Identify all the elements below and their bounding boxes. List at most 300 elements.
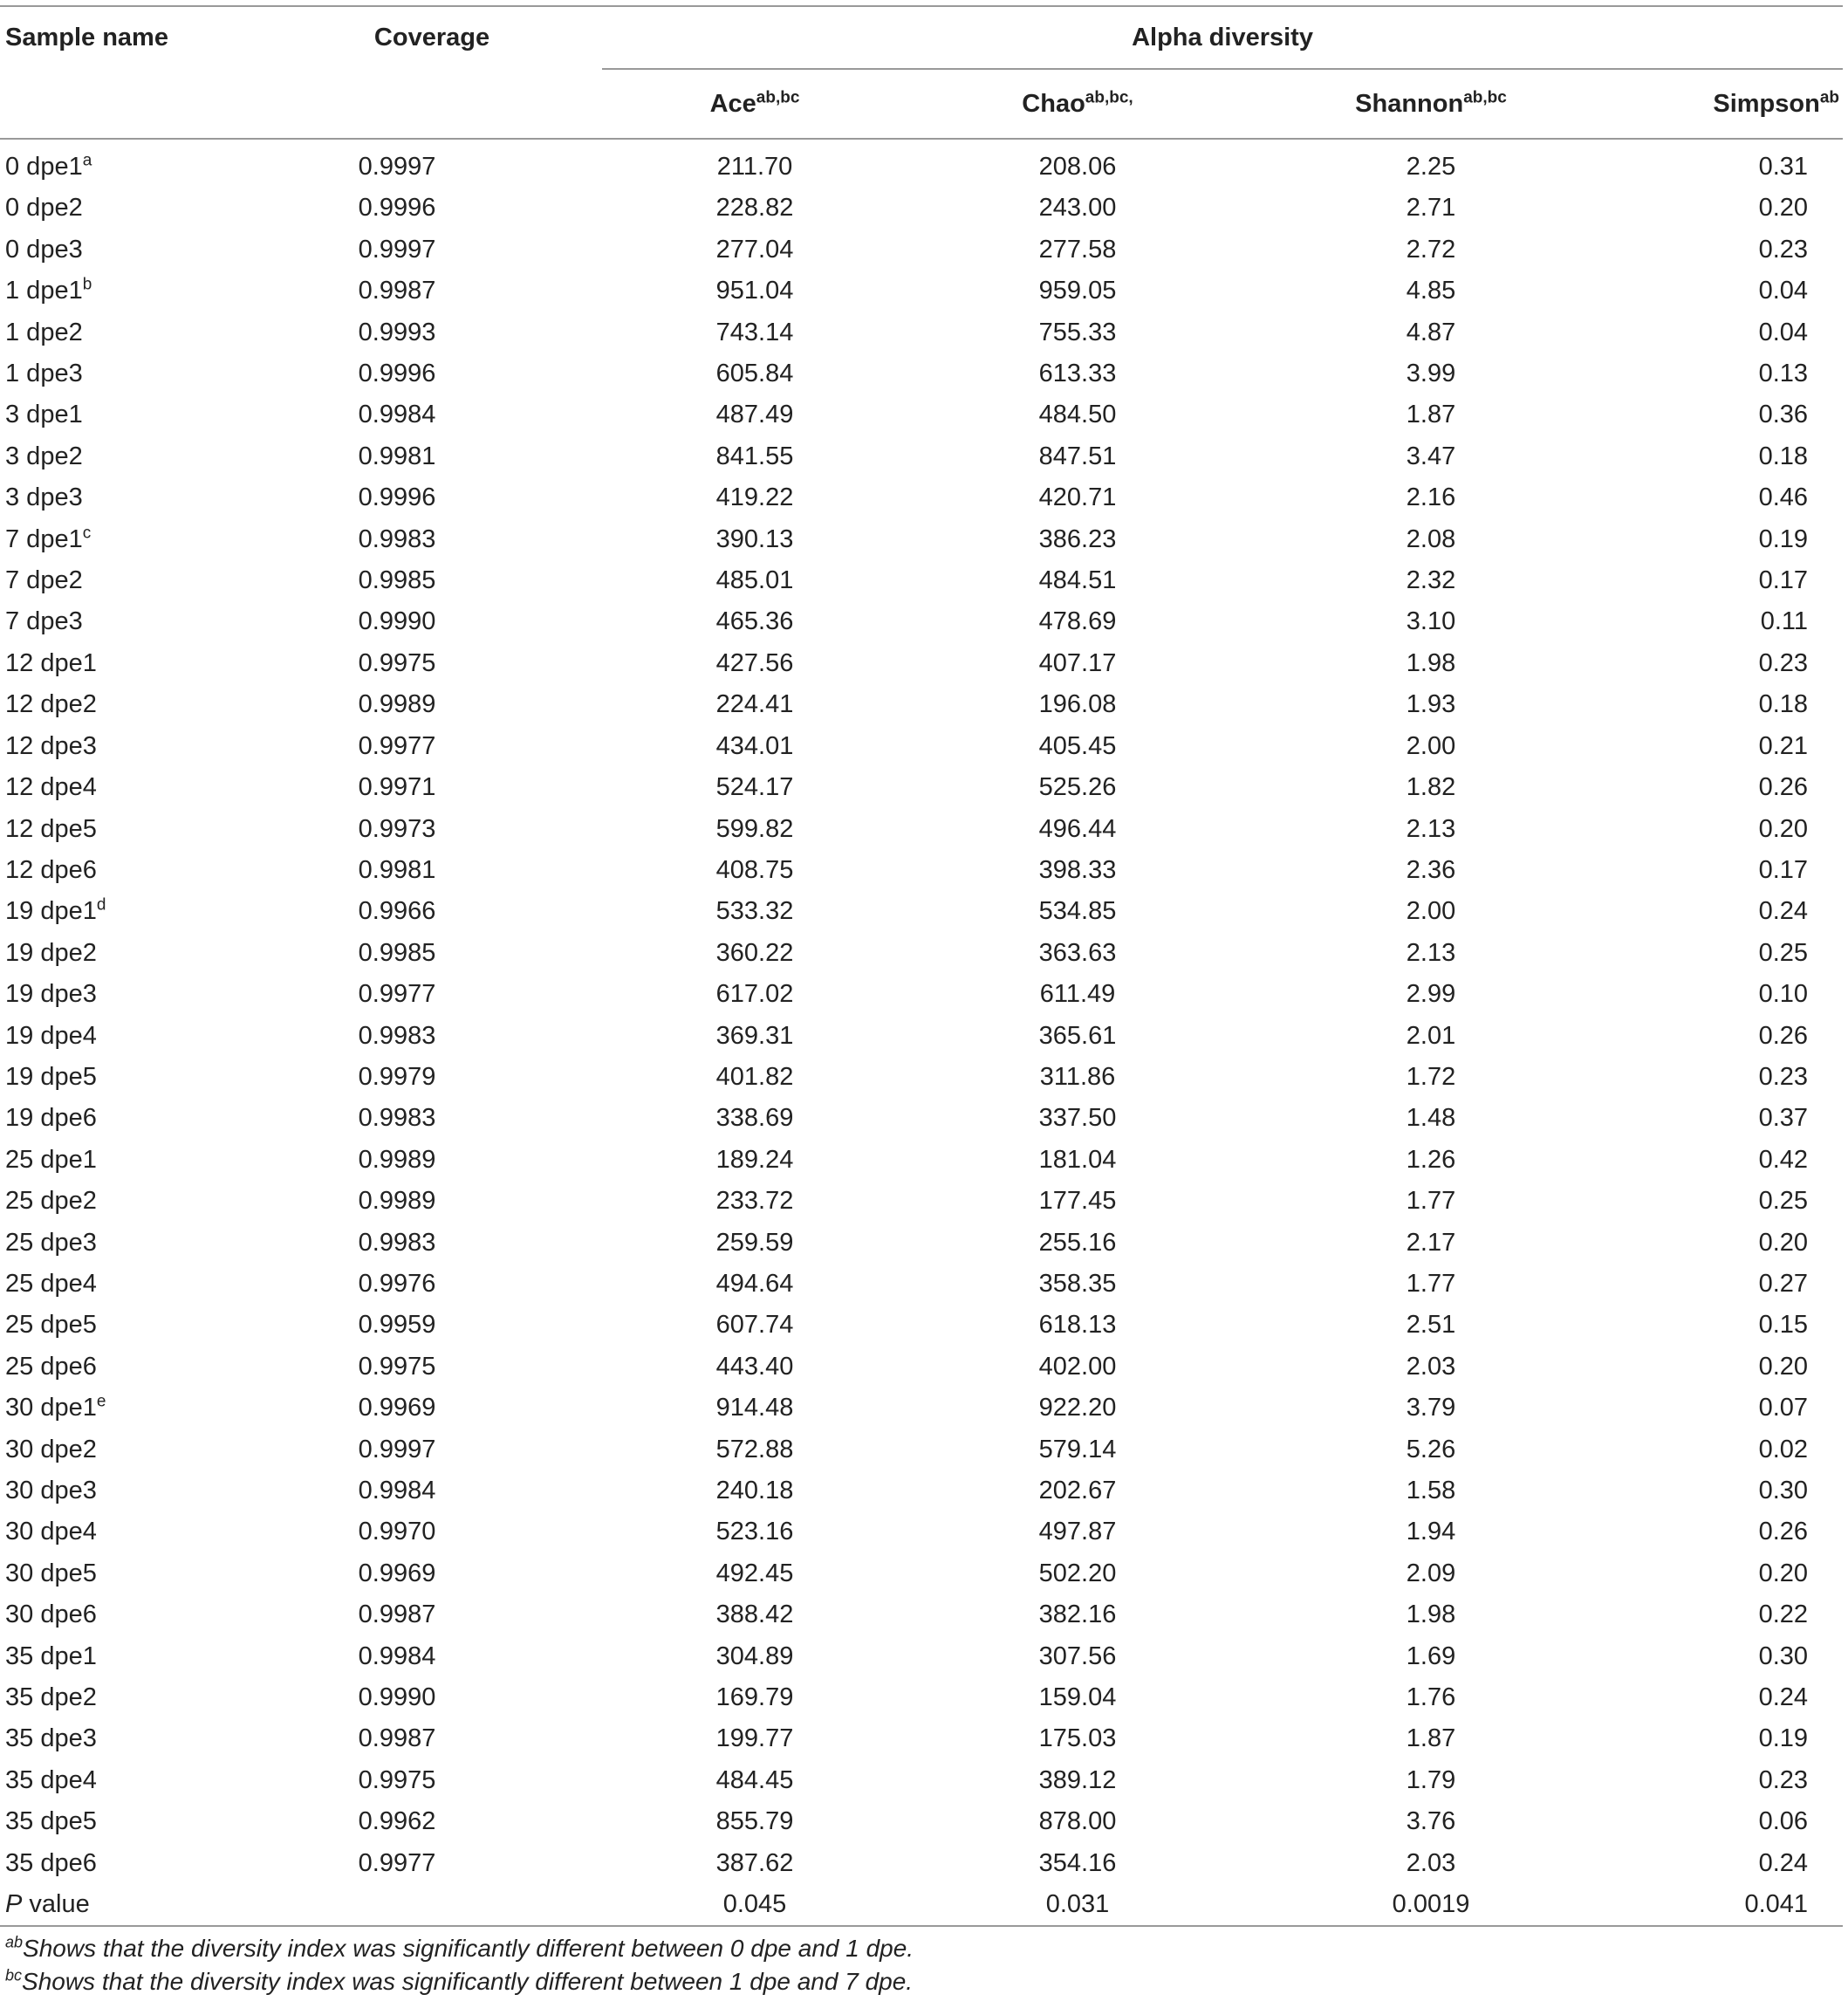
cell-simpson: 0.46 bbox=[1758, 483, 1809, 512]
sample-name-text: 1 dpe2 bbox=[5, 318, 83, 346]
sample-name-text: 19 dpe4 bbox=[5, 1021, 97, 1050]
cell-chao: 243.00 bbox=[1038, 194, 1117, 223]
cell-coverage: 0.9987 bbox=[358, 1724, 436, 1753]
header-empty-2 bbox=[262, 69, 602, 139]
cell-ace: 259.59 bbox=[715, 1228, 794, 1257]
cell-sample-name bbox=[0, 601, 262, 642]
cell-simpson: 0.07 bbox=[1758, 1394, 1809, 1422]
cell-coverage: 0.9987 bbox=[358, 277, 436, 305]
cell-coverage: 0.9989 bbox=[358, 1145, 436, 1174]
cell-simpson: 0.23 bbox=[1758, 235, 1809, 264]
cell-chao: 365.61 bbox=[1038, 1021, 1117, 1050]
cell-chao: 405.45 bbox=[1038, 731, 1117, 760]
cell-sample-name bbox=[0, 1305, 262, 1346]
cell-sample-name bbox=[0, 519, 262, 560]
cell-sample-name bbox=[0, 1636, 262, 1677]
cell-simpson: 0.20 bbox=[1758, 1352, 1809, 1381]
sample-name-text: 7 dpe3 bbox=[5, 607, 83, 636]
cell-chao: 208.06 bbox=[1038, 153, 1117, 181]
cell-ace: 224.41 bbox=[715, 690, 794, 719]
cell-ace: 419.22 bbox=[715, 483, 794, 512]
cell-ace: 494.64 bbox=[715, 1269, 794, 1298]
cell-chao: 363.63 bbox=[1038, 938, 1117, 967]
cell-simpson: 0.21 bbox=[1758, 731, 1809, 760]
table-row bbox=[0, 1181, 1843, 1222]
cell-ace: 408.75 bbox=[715, 855, 794, 884]
cell-simpson: 0.13 bbox=[1758, 360, 1809, 388]
cell-ace: 524.17 bbox=[715, 773, 794, 802]
cell-coverage: 0.9969 bbox=[358, 1394, 436, 1422]
header-simpson bbox=[1597, 69, 1843, 139]
table-row bbox=[0, 891, 1843, 932]
header-shannon bbox=[1248, 69, 1597, 139]
cell-coverage: 0.9981 bbox=[358, 855, 436, 884]
cell-ace: 434.01 bbox=[715, 731, 794, 760]
footnote bbox=[5, 1932, 1848, 1965]
header-chao-sup: ab,bc, bbox=[1085, 87, 1133, 106]
sample-name-text: 35 dpe1 bbox=[5, 1641, 97, 1670]
cell-simpson: 0.15 bbox=[1758, 1311, 1809, 1340]
cell-sample-name bbox=[0, 1511, 262, 1552]
cell-coverage: 0.9990 bbox=[358, 1683, 436, 1712]
cell-shannon: 2.25 bbox=[1406, 153, 1456, 181]
pvalue-row bbox=[0, 1884, 1843, 1926]
cell-ace: 199.77 bbox=[715, 1724, 794, 1753]
cell-simpson: 0.18 bbox=[1758, 442, 1809, 470]
pvalue-label bbox=[0, 1884, 262, 1926]
cell-sample-name bbox=[0, 1677, 262, 1718]
table-row bbox=[0, 933, 1843, 974]
cell-sample-name bbox=[0, 436, 262, 477]
cell-coverage: 0.9993 bbox=[358, 318, 436, 346]
cell-chao: 389.12 bbox=[1038, 1765, 1117, 1794]
cell-shannon: 2.32 bbox=[1406, 566, 1456, 595]
cell-sample-name bbox=[0, 1181, 262, 1222]
cell-simpson: 0.02 bbox=[1758, 1435, 1809, 1463]
cell-ace: 523.16 bbox=[715, 1518, 794, 1546]
cell-shannon: 2.72 bbox=[1406, 235, 1456, 264]
cell-sample-name bbox=[0, 1057, 262, 1098]
table-row bbox=[0, 1223, 1843, 1264]
cell-ace: 277.04 bbox=[715, 235, 794, 264]
cell-chao: 847.51 bbox=[1038, 442, 1117, 470]
cell-sample-name bbox=[0, 1347, 262, 1388]
sample-name-text: 25 dpe3 bbox=[5, 1228, 97, 1257]
table-row bbox=[0, 394, 1843, 435]
cell-shannon: 1.94 bbox=[1406, 1518, 1456, 1546]
cell-ace: 443.40 bbox=[715, 1352, 794, 1381]
header-ace-label: Ace bbox=[709, 89, 756, 118]
cell-shannon: 1.69 bbox=[1406, 1641, 1456, 1670]
table-row bbox=[0, 1843, 1843, 1884]
cell-sample-name bbox=[0, 1470, 262, 1511]
cell-shannon: 4.85 bbox=[1406, 277, 1456, 305]
table-row bbox=[0, 684, 1843, 725]
footnote-marker: bc bbox=[5, 1967, 23, 1985]
cell-simpson: 0.20 bbox=[1758, 1559, 1809, 1587]
cell-chao: 611.49 bbox=[1039, 980, 1116, 1009]
table-row bbox=[0, 139, 1843, 188]
cell-simpson: 0.20 bbox=[1758, 814, 1809, 843]
cell-ace: 743.14 bbox=[715, 318, 794, 346]
table-row bbox=[0, 1429, 1843, 1470]
table-row bbox=[0, 271, 1843, 312]
cell-shannon: 2.01 bbox=[1406, 1021, 1456, 1050]
cell-shannon: 1.82 bbox=[1406, 773, 1456, 802]
cell-shannon: 3.47 bbox=[1406, 442, 1456, 470]
cell-ace: 605.84 bbox=[715, 360, 794, 388]
cell-shannon: 4.87 bbox=[1406, 318, 1456, 346]
cell-simpson: 0.18 bbox=[1758, 690, 1809, 719]
sample-name-text: 3 dpe3 bbox=[5, 483, 83, 512]
cell-shannon: 3.99 bbox=[1406, 360, 1456, 388]
cell-ace: 492.45 bbox=[715, 1559, 794, 1587]
header-shannon-label: Shannon bbox=[1355, 89, 1464, 118]
cell-coverage: 0.9983 bbox=[358, 1021, 436, 1050]
cell-simpson: 0.06 bbox=[1758, 1807, 1809, 1836]
cell-coverage: 0.9981 bbox=[358, 442, 436, 470]
cell-simpson: 0.24 bbox=[1758, 897, 1809, 926]
sample-name-text: 19 dpe6 bbox=[5, 1104, 97, 1133]
cell-simpson: 0.30 bbox=[1758, 1641, 1809, 1670]
footnote-text: Shows that the diversity index was significantly different between 0 dpe and 1 dpe. bbox=[23, 1935, 914, 1963]
cell-sample-name bbox=[0, 560, 262, 601]
cell-ace: 211.70 bbox=[716, 153, 793, 181]
cell-shannon: 2.36 bbox=[1406, 855, 1456, 884]
cell-chao: 159.04 bbox=[1038, 1683, 1117, 1712]
cell-chao: 484.51 bbox=[1038, 566, 1117, 595]
header-empty-1 bbox=[0, 69, 262, 139]
cell-chao: 496.44 bbox=[1038, 814, 1117, 843]
cell-ace: 533.32 bbox=[715, 897, 794, 926]
cell-shannon: 1.98 bbox=[1406, 1600, 1456, 1629]
cell-coverage: 0.9987 bbox=[358, 1600, 436, 1629]
cell-sample-name bbox=[0, 684, 262, 725]
sample-name-sup: d bbox=[96, 895, 106, 915]
cell-shannon: 1.87 bbox=[1406, 401, 1456, 429]
sample-name-text: 12 dpe5 bbox=[5, 814, 97, 843]
header-shannon-sup: ab,bc bbox=[1463, 87, 1507, 106]
cell-chao: 311.86 bbox=[1039, 1062, 1116, 1091]
header-ace-sup: ab,bc bbox=[756, 87, 800, 106]
cell-chao: 878.00 bbox=[1038, 1807, 1117, 1836]
sample-name-text: 30 dpe5 bbox=[5, 1559, 97, 1587]
cell-chao: 255.16 bbox=[1038, 1228, 1117, 1257]
cell-simpson: 0.17 bbox=[1758, 855, 1809, 884]
cell-coverage: 0.9983 bbox=[358, 1228, 436, 1257]
cell-coverage: 0.9976 bbox=[358, 1269, 436, 1298]
sample-name-text: 19 dpe3 bbox=[5, 980, 97, 1009]
sample-name-text: 30 dpe4 bbox=[5, 1518, 97, 1546]
cell-coverage: 0.9983 bbox=[358, 524, 436, 553]
table-row bbox=[0, 1636, 1843, 1677]
cell-shannon: 1.87 bbox=[1406, 1724, 1456, 1753]
cell-sample-name bbox=[0, 1388, 262, 1429]
cell-sample-name bbox=[0, 1098, 262, 1139]
table-row bbox=[0, 312, 1843, 353]
cell-chao: 202.67 bbox=[1038, 1477, 1117, 1504]
cell-coverage: 0.9971 bbox=[358, 773, 436, 802]
table-row bbox=[0, 477, 1843, 518]
cell-shannon: 2.03 bbox=[1406, 1848, 1456, 1877]
cell-ace: 427.56 bbox=[715, 648, 794, 677]
sample-name-text: 25 dpe4 bbox=[5, 1269, 97, 1298]
table-row bbox=[0, 601, 1843, 642]
footnote bbox=[5, 1965, 1848, 1998]
cell-ace: 572.88 bbox=[715, 1435, 794, 1463]
header-ace bbox=[602, 69, 881, 139]
cell-coverage: 0.9985 bbox=[358, 938, 436, 967]
cell-shannon: 5.26 bbox=[1406, 1435, 1456, 1463]
cell-ace: 369.31 bbox=[715, 1021, 794, 1050]
sample-name-text: 0 dpe1 bbox=[5, 153, 83, 181]
cell-coverage: 0.9996 bbox=[358, 360, 436, 388]
cell-chao: 407.17 bbox=[1038, 648, 1117, 677]
cell-simpson: 0.11 bbox=[1760, 607, 1809, 636]
cell-coverage: 0.9973 bbox=[358, 814, 436, 843]
cell-coverage: 0.9977 bbox=[358, 1848, 436, 1877]
cell-ace: 390.13 bbox=[715, 524, 794, 553]
cell-chao: 525.26 bbox=[1038, 773, 1117, 802]
cell-shannon: 3.79 bbox=[1406, 1394, 1456, 1422]
cell-ace: 485.01 bbox=[715, 566, 794, 595]
cell-ace: 914.48 bbox=[715, 1394, 794, 1422]
cell-sample-name bbox=[0, 230, 262, 271]
sample-name-text: 12 dpe6 bbox=[5, 855, 97, 884]
cell-sample-name bbox=[0, 353, 262, 394]
cell-ace: 228.82 bbox=[715, 194, 794, 223]
cell-coverage: 0.9962 bbox=[358, 1807, 436, 1836]
cell-sample-name bbox=[0, 1801, 262, 1842]
cell-coverage: 0.9997 bbox=[358, 1435, 436, 1463]
cell-chao: 386.23 bbox=[1038, 524, 1117, 553]
table-row bbox=[0, 1388, 1843, 1429]
cell-chao: 307.56 bbox=[1038, 1641, 1117, 1670]
table-row bbox=[0, 1801, 1843, 1842]
cell-simpson: 0.10 bbox=[1758, 980, 1809, 1009]
sample-name-text: 19 dpe5 bbox=[5, 1062, 97, 1091]
cell-ace: 233.72 bbox=[715, 1187, 794, 1216]
cell-sample-name bbox=[0, 726, 262, 767]
cell-simpson: 0.24 bbox=[1758, 1683, 1809, 1712]
cell-chao: 755.33 bbox=[1038, 318, 1117, 346]
cell-coverage: 0.9984 bbox=[358, 1477, 436, 1504]
cell-sample-name bbox=[0, 1553, 262, 1594]
pvalue-label-rest: value bbox=[22, 1890, 90, 1919]
cell-chao: 497.87 bbox=[1038, 1518, 1117, 1546]
cell-chao: 358.35 bbox=[1038, 1269, 1117, 1298]
cell-sample-name bbox=[0, 139, 262, 188]
cell-sample-name bbox=[0, 1760, 262, 1801]
cell-simpson: 0.19 bbox=[1758, 1724, 1809, 1753]
cell-simpson: 0.26 bbox=[1758, 1518, 1809, 1546]
table-row bbox=[0, 974, 1843, 1015]
cell-coverage: 0.9977 bbox=[358, 980, 436, 1009]
sample-name-text: 30 dpe2 bbox=[5, 1435, 97, 1463]
cell-ace: 465.36 bbox=[715, 607, 794, 636]
cell-sample-name bbox=[0, 1718, 262, 1759]
table-row bbox=[0, 809, 1843, 850]
cell-ace: 599.82 bbox=[715, 814, 794, 843]
cell-shannon: 2.13 bbox=[1406, 938, 1456, 967]
cell-ace: 951.04 bbox=[715, 277, 794, 305]
footnote-marker: ab bbox=[5, 1934, 24, 1952]
cell-ace: 484.45 bbox=[715, 1765, 794, 1794]
sample-name-sup: b bbox=[82, 275, 92, 294]
header-sample-name: Sample name bbox=[0, 6, 262, 69]
cell-shannon: 1.77 bbox=[1406, 1187, 1456, 1216]
cell-shannon: 2.00 bbox=[1406, 897, 1456, 926]
sample-name-text: 30 dpe6 bbox=[5, 1600, 97, 1629]
footnotes bbox=[0, 1932, 1848, 1998]
cell-chao: 959.05 bbox=[1038, 277, 1117, 305]
cell-coverage: 0.9997 bbox=[358, 235, 436, 264]
cell-chao: 618.13 bbox=[1038, 1311, 1117, 1340]
cell-simpson: 0.23 bbox=[1758, 1062, 1809, 1091]
table-row bbox=[0, 1140, 1843, 1181]
table-row bbox=[0, 767, 1843, 808]
cell-shannon: 2.99 bbox=[1406, 980, 1456, 1009]
cell-simpson: 0.42 bbox=[1758, 1145, 1809, 1174]
cell-chao: 534.85 bbox=[1038, 897, 1117, 926]
sample-name-text: 35 dpe5 bbox=[5, 1807, 97, 1836]
table-row bbox=[0, 436, 1843, 477]
sample-name-sup: a bbox=[82, 151, 92, 170]
cell-coverage: 0.9959 bbox=[358, 1311, 436, 1340]
cell-chao: 613.33 bbox=[1038, 360, 1117, 388]
cell-coverage: 0.9996 bbox=[358, 194, 436, 223]
cell-shannon: 2.08 bbox=[1406, 524, 1456, 553]
pvalue-shannon: 0.0019 bbox=[1248, 1884, 1597, 1926]
cell-ace: 617.02 bbox=[715, 980, 794, 1009]
table-row bbox=[0, 560, 1843, 601]
table-row bbox=[0, 726, 1843, 767]
sample-name-sup: e bbox=[96, 1392, 106, 1411]
cell-ace: 388.42 bbox=[715, 1600, 794, 1629]
cell-chao: 337.50 bbox=[1038, 1104, 1117, 1133]
cell-simpson: 0.30 bbox=[1758, 1477, 1809, 1504]
sample-name-text: 12 dpe1 bbox=[5, 648, 97, 677]
cell-sample-name bbox=[0, 1016, 262, 1057]
cell-sample-name bbox=[0, 1429, 262, 1470]
cell-shannon: 2.51 bbox=[1406, 1311, 1456, 1340]
cell-simpson: 0.25 bbox=[1758, 1187, 1809, 1216]
header-coverage: Coverage bbox=[262, 6, 602, 69]
cell-sample-name bbox=[0, 643, 262, 684]
cell-coverage: 0.9983 bbox=[358, 1104, 436, 1133]
cell-shannon: 1.26 bbox=[1406, 1145, 1456, 1174]
cell-ace: 607.74 bbox=[715, 1311, 794, 1340]
header-simpson-sup: ab bbox=[1819, 87, 1840, 106]
cell-coverage: 0.9996 bbox=[358, 483, 436, 512]
alpha-diversity-table bbox=[0, 5, 1843, 1927]
cell-coverage: 0.9989 bbox=[358, 1187, 436, 1216]
cell-ace: 841.55 bbox=[715, 442, 794, 470]
header-chao-label: Chao bbox=[1022, 89, 1085, 118]
sample-name-text: 35 dpe2 bbox=[5, 1683, 97, 1712]
cell-coverage: 0.9984 bbox=[358, 401, 436, 429]
cell-simpson: 0.27 bbox=[1758, 1269, 1809, 1298]
sample-name-text: 12 dpe4 bbox=[5, 773, 97, 802]
pvalue-coverage bbox=[262, 1884, 602, 1926]
sample-name-text: 30 dpe1 bbox=[5, 1394, 97, 1422]
sample-name-text: 3 dpe2 bbox=[5, 442, 83, 470]
sample-name-text: 35 dpe3 bbox=[5, 1724, 97, 1753]
sample-name-sup: c bbox=[82, 524, 92, 542]
cell-coverage: 0.9970 bbox=[358, 1518, 436, 1546]
cell-sample-name bbox=[0, 767, 262, 808]
sample-name-text: 12 dpe2 bbox=[5, 690, 97, 719]
cell-simpson: 0.04 bbox=[1758, 318, 1809, 346]
cell-simpson: 0.25 bbox=[1758, 938, 1809, 967]
table-row bbox=[0, 1305, 1843, 1346]
sample-name-text: 19 dpe2 bbox=[5, 938, 97, 967]
cell-shannon: 2.09 bbox=[1406, 1559, 1456, 1587]
cell-chao: 398.33 bbox=[1038, 855, 1117, 884]
cell-ace: 240.18 bbox=[715, 1477, 794, 1504]
cell-shannon: 1.58 bbox=[1406, 1477, 1456, 1504]
cell-simpson: 0.04 bbox=[1758, 277, 1809, 305]
sample-name-text: 7 dpe2 bbox=[5, 566, 83, 595]
sample-name-text: 0 dpe3 bbox=[5, 235, 83, 264]
cell-coverage: 0.9969 bbox=[358, 1559, 436, 1587]
cell-shannon: 2.16 bbox=[1406, 483, 1456, 512]
table-header bbox=[0, 6, 1843, 139]
cell-ace: 387.62 bbox=[715, 1848, 794, 1877]
cell-chao: 579.14 bbox=[1038, 1435, 1117, 1463]
table-row bbox=[0, 643, 1843, 684]
sample-name-text: 12 dpe3 bbox=[5, 731, 97, 760]
cell-sample-name bbox=[0, 1223, 262, 1264]
cell-simpson: 0.19 bbox=[1758, 524, 1809, 553]
cell-sample-name bbox=[0, 312, 262, 353]
table-row bbox=[0, 353, 1843, 394]
cell-chao: 478.69 bbox=[1038, 607, 1117, 636]
cell-simpson: 0.22 bbox=[1758, 1600, 1809, 1629]
table-row bbox=[0, 1098, 1843, 1139]
cell-chao: 502.20 bbox=[1038, 1559, 1117, 1587]
cell-shannon: 2.13 bbox=[1406, 814, 1456, 843]
cell-chao: 277.58 bbox=[1038, 235, 1117, 264]
table-row bbox=[0, 1760, 1843, 1801]
cell-ace: 360.22 bbox=[715, 938, 794, 967]
table-row bbox=[0, 230, 1843, 271]
cell-ace: 304.89 bbox=[715, 1641, 794, 1670]
table-row bbox=[0, 1264, 1843, 1305]
table-row bbox=[0, 1677, 1843, 1718]
sample-name-text: 0 dpe2 bbox=[5, 194, 83, 223]
cell-simpson: 0.36 bbox=[1758, 401, 1809, 429]
sample-name-text: 25 dpe2 bbox=[5, 1187, 97, 1216]
cell-coverage: 0.9984 bbox=[358, 1641, 436, 1670]
cell-simpson: 0.23 bbox=[1758, 648, 1809, 677]
cell-sample-name bbox=[0, 1264, 262, 1305]
cell-ace: 189.24 bbox=[715, 1145, 794, 1174]
table-row bbox=[0, 1511, 1843, 1552]
cell-simpson: 0.31 bbox=[1758, 153, 1809, 181]
cell-sample-name bbox=[0, 850, 262, 891]
cell-ace: 855.79 bbox=[715, 1807, 794, 1836]
table-row bbox=[0, 519, 1843, 560]
cell-chao: 181.04 bbox=[1038, 1145, 1117, 1174]
header-alpha-diversity: Alpha diversity bbox=[602, 6, 1843, 69]
table-row bbox=[0, 188, 1843, 229]
table-row bbox=[0, 1016, 1843, 1057]
cell-shannon: 1.79 bbox=[1406, 1765, 1456, 1794]
cell-chao: 177.45 bbox=[1038, 1187, 1117, 1216]
cell-shannon: 1.76 bbox=[1406, 1683, 1456, 1712]
table-body bbox=[0, 139, 1843, 1926]
